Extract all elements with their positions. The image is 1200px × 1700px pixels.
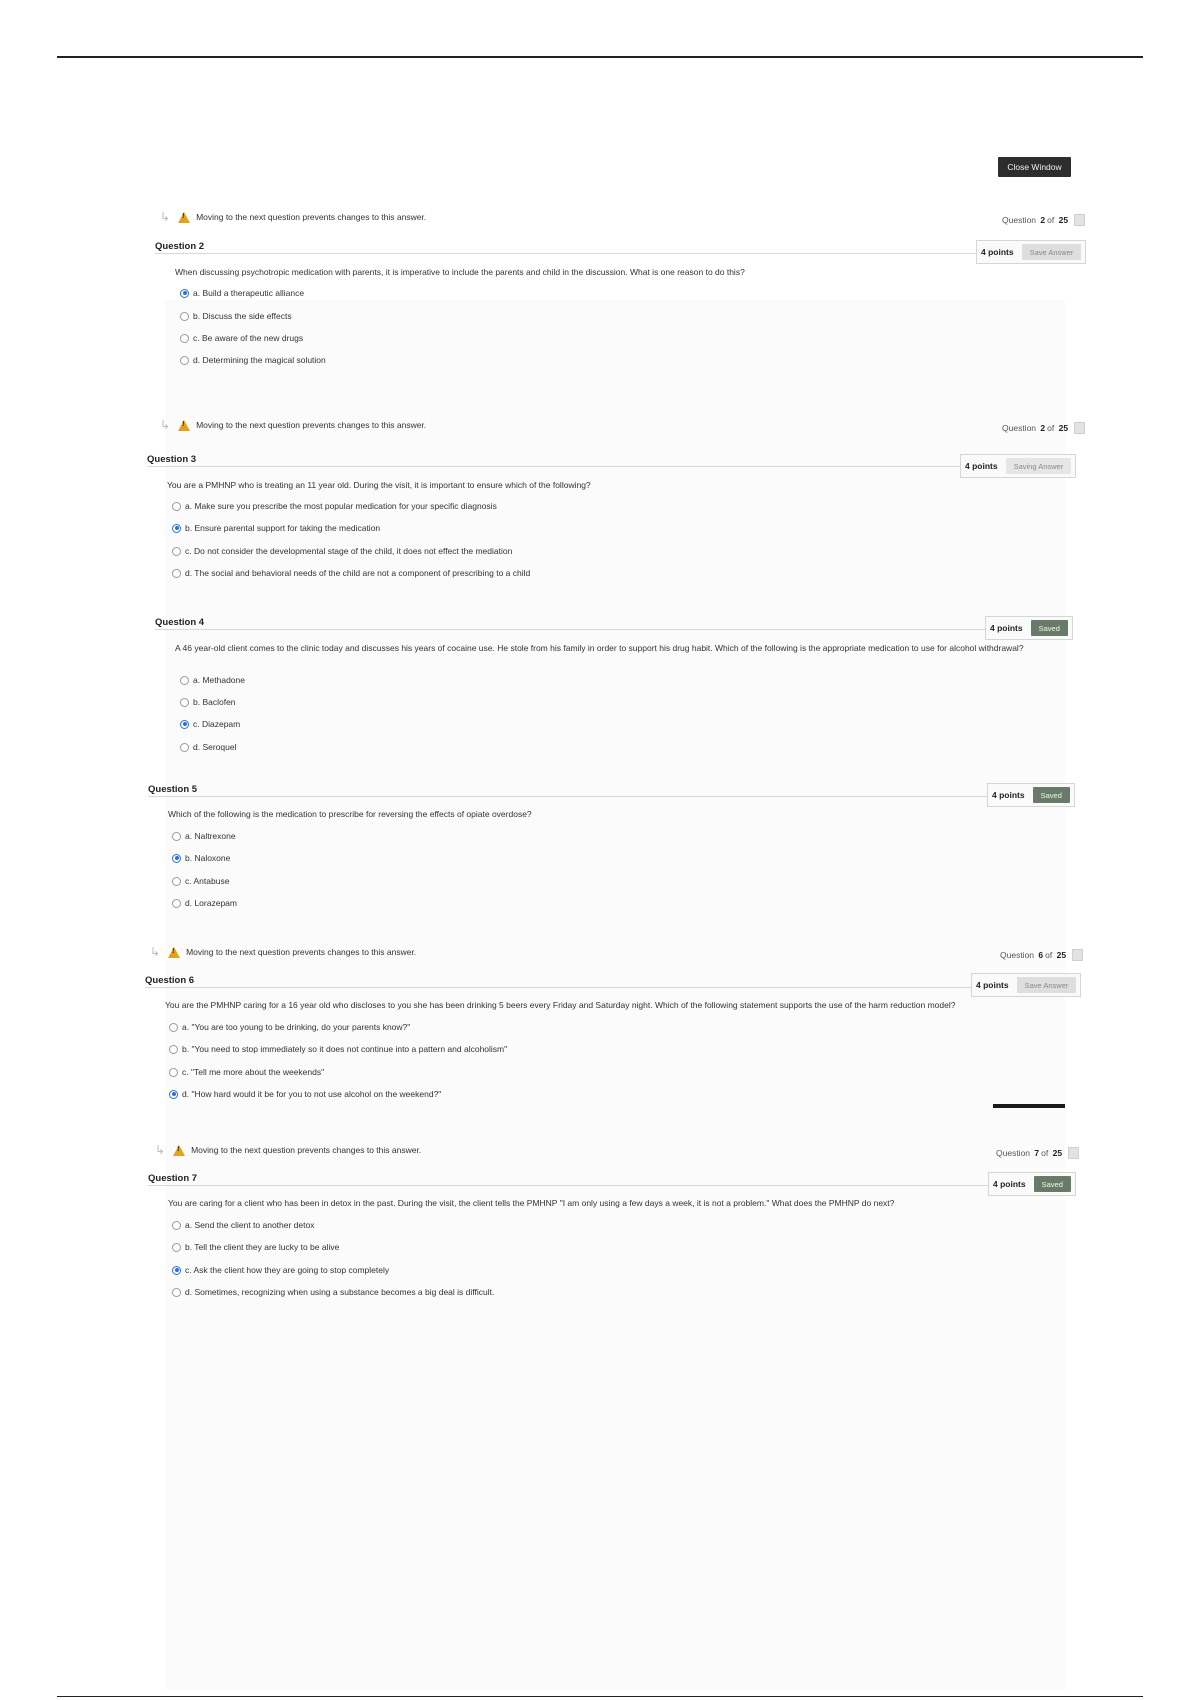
question-text: A 46 year-old client comes to the clinic today and discusses his years of cocaine use. He stole from his family in order to support his drug habit. Which of the following is the appropriate medication to use for alcohol withdrawal? <box>175 643 1024 653</box>
answer-option[interactable] <box>172 568 530 578</box>
answer-option[interactable] <box>180 697 236 707</box>
radio[interactable] <box>180 698 189 707</box>
counter-current: 7 <box>1034 1148 1040 1158</box>
radio[interactable] <box>180 356 189 365</box>
warning-text: Moving to the next question prevents changes to this answer. <box>196 212 427 222</box>
option-label: d. Determining the magical solution <box>193 355 326 365</box>
radio[interactable] <box>172 569 181 578</box>
answer-option[interactable] <box>169 1022 410 1032</box>
points-box <box>988 1172 1076 1196</box>
question-text: You are caring for a client who has been in detox in the past. During the visit, the client tells the PMHNP "I am only using a few days a week, it is not a problem." What does the PMHNP do next? <box>168 1198 895 1208</box>
answer-option[interactable] <box>180 311 292 321</box>
points-label: 4 points <box>990 623 1023 633</box>
answer-option[interactable] <box>172 501 497 511</box>
return-arrow-icon: ↳ <box>160 418 171 432</box>
saving-answer-button[interactable]: Saving Answer <box>1006 458 1072 474</box>
answer-option[interactable] <box>169 1044 507 1054</box>
question-title: Question 2 <box>155 241 205 252</box>
answer-option[interactable] <box>169 1067 324 1077</box>
counter-total: 25 <box>1052 1148 1063 1158</box>
answer-option[interactable] <box>172 831 236 841</box>
return-arrow-icon: ↳ <box>155 1143 166 1157</box>
close-window-button[interactable]: Close Window <box>998 157 1071 177</box>
counter-current: 6 <box>1038 950 1044 960</box>
warning-row <box>155 1143 421 1157</box>
radio-selected[interactable] <box>172 524 181 533</box>
answer-option[interactable] <box>172 876 229 886</box>
radio[interactable] <box>172 1243 181 1252</box>
points-box <box>976 240 1086 264</box>
option-label: a. Build a therapeutic alliance <box>193 288 305 298</box>
radio[interactable] <box>172 899 181 908</box>
counter-prefix: Question <box>1002 215 1037 225</box>
question-title: Question 7 <box>148 1173 198 1184</box>
question-counter <box>1002 422 1085 434</box>
warning-text: Moving to the next question prevents changes to this answer. <box>191 1145 422 1155</box>
question-title: Question 5 <box>148 784 198 795</box>
answer-option[interactable] <box>180 333 303 343</box>
radio-selected[interactable] <box>180 720 189 729</box>
question-nav-icon[interactable] <box>1068 1147 1079 1159</box>
bottom-rule <box>57 1696 1143 1697</box>
points-box <box>960 454 1076 478</box>
answer-option[interactable] <box>172 523 380 533</box>
option-label: c. Be aware of the new drugs <box>193 333 304 343</box>
option-label: b. Naloxone <box>185 853 231 863</box>
warning-text: Moving to the next question prevents changes to this answer. <box>196 420 427 430</box>
answer-option[interactable] <box>172 1265 389 1275</box>
answer-option[interactable] <box>169 1089 441 1099</box>
warning-icon <box>178 212 190 223</box>
points-label: 4 points <box>976 980 1009 990</box>
option-label: a. Send the client to another detox <box>185 1220 315 1230</box>
question-nav-icon[interactable] <box>1072 949 1083 961</box>
save-answer-button[interactable]: Save Answer <box>1022 244 1082 260</box>
warning-icon <box>173 1145 185 1156</box>
warning-row <box>160 210 426 224</box>
radio[interactable] <box>172 877 181 886</box>
option-label: b. "You need to stop immediately so it does not continue into a pattern and alcoholism" <box>182 1044 508 1054</box>
question-counter <box>1000 949 1083 961</box>
warning-row <box>160 418 426 432</box>
saved-button[interactable]: Saved <box>1031 620 1068 636</box>
radio[interactable] <box>180 312 189 321</box>
radio[interactable] <box>172 502 181 511</box>
redaction-bar <box>993 1104 1065 1108</box>
points-box <box>971 973 1081 997</box>
option-label: b. Tell the client they are lucky to be alive <box>185 1242 340 1252</box>
answer-option[interactable] <box>172 853 230 863</box>
question-text: When discussing psychotropic medication with parents, it is imperative to include the parents and child in the discussion. What is one reason to do this? <box>175 267 745 277</box>
option-label: b. Ensure parental support for taking the medication <box>185 523 381 533</box>
option-label: b. Baclofen <box>193 697 236 707</box>
answer-option[interactable] <box>172 1287 494 1297</box>
radio[interactable] <box>172 547 181 556</box>
answer-option[interactable] <box>172 546 512 556</box>
radio-selected[interactable] <box>169 1090 178 1099</box>
option-label: c. Diazepam <box>193 719 241 729</box>
option-label: c. Do not consider the developmental stage of the child, it does not effect the mediation <box>185 546 513 556</box>
counter-prefix: Question <box>1002 423 1037 433</box>
option-label: a. Methadone <box>193 675 245 685</box>
option-label: d. Seroquel <box>193 742 237 752</box>
answer-option[interactable] <box>180 288 304 298</box>
save-answer-button[interactable]: Save Answer <box>1017 977 1077 993</box>
option-label: d. "How hard would it be for you to not use alcohol on the weekend?" <box>182 1089 442 1099</box>
answer-option[interactable] <box>180 355 326 365</box>
question-title: Question 3 <box>147 454 197 465</box>
answer-option[interactable] <box>180 675 245 685</box>
counter-total: 25 <box>1058 423 1069 433</box>
option-label: b. Discuss the side effects <box>193 311 292 321</box>
counter-total: 25 <box>1056 950 1067 960</box>
question-divider <box>148 796 988 797</box>
question-divider <box>147 466 960 467</box>
radio[interactable] <box>172 832 181 841</box>
option-label: c. Ask the client how they are going to stop completely <box>185 1265 390 1275</box>
counter-prefix: Question <box>996 1148 1031 1158</box>
counter-total: 25 <box>1058 215 1069 225</box>
points-box <box>987 783 1075 807</box>
radio[interactable] <box>180 676 189 685</box>
question-nav-icon[interactable] <box>1074 214 1085 226</box>
answer-option[interactable] <box>180 742 236 752</box>
radio-selected[interactable] <box>180 289 189 298</box>
option-label: d. Sometimes, recognizing when using a substance becomes a big deal is difficult. <box>185 1287 495 1297</box>
question-divider <box>148 1185 988 1186</box>
counter-of: of <box>1047 215 1055 225</box>
warning-text: Moving to the next question prevents changes to this answer. <box>186 947 417 957</box>
question-title: Question 4 <box>155 617 205 628</box>
option-label: a. "You are too young to be drinking, do your parents know?" <box>182 1022 411 1032</box>
radio[interactable] <box>169 1068 178 1077</box>
radio[interactable] <box>172 1221 181 1230</box>
question-nav-icon[interactable] <box>1074 422 1085 434</box>
warning-icon <box>168 947 180 958</box>
radio[interactable] <box>180 334 189 343</box>
option-label: c. "Tell me more about the weekends" <box>182 1067 325 1077</box>
option-label: d. Lorazepam <box>185 898 237 908</box>
counter-current: 2 <box>1040 215 1046 225</box>
question-divider <box>155 629 985 630</box>
question-counter <box>1002 214 1085 226</box>
option-label: a. Naltrexone <box>185 831 236 841</box>
question-text: You are the PMHNP caring for a 16 year old who discloses to you she has been drinking 5 beers every Friday and Saturday night. Which of the following statement supports the use of the harm reduction model? <box>165 1000 956 1010</box>
radio-selected[interactable] <box>172 1266 181 1275</box>
return-arrow-icon: ↳ <box>160 210 171 224</box>
radio[interactable] <box>169 1045 178 1054</box>
saved-button[interactable]: Saved <box>1034 1176 1071 1192</box>
question-text: Which of the following is the medication to prescribe for reversing the effects of opiate overdose? <box>168 809 532 819</box>
radio-selected[interactable] <box>172 854 181 863</box>
points-label: 4 points <box>965 461 998 471</box>
radio[interactable] <box>180 743 189 752</box>
answer-option[interactable] <box>172 1242 339 1252</box>
counter-of: of <box>1047 423 1055 433</box>
question-text: You are a PMHNP who is treating an 11 year old. During the visit, it is important to ensure which of the following? <box>167 480 591 490</box>
points-label: 4 points <box>981 247 1014 257</box>
answer-option[interactable] <box>180 719 240 729</box>
answer-option[interactable] <box>172 1220 314 1230</box>
question-title: Question 6 <box>145 975 195 986</box>
top-rule <box>57 56 1143 58</box>
radio[interactable] <box>169 1023 178 1032</box>
question-divider <box>155 253 978 254</box>
option-label: d. The social and behavioral needs of the child are not a component of prescribing to a child <box>185 568 531 578</box>
question-divider <box>145 987 971 988</box>
answer-option[interactable] <box>172 898 237 908</box>
counter-prefix: Question <box>1000 950 1035 960</box>
radio[interactable] <box>172 1288 181 1297</box>
points-label: 4 points <box>993 1179 1026 1189</box>
option-label: a. Make sure you prescribe the most popular medication for your specific diagnosis <box>185 501 497 511</box>
warning-row <box>150 945 416 959</box>
counter-current: 2 <box>1040 423 1046 433</box>
return-arrow-icon: ↳ <box>150 945 161 959</box>
option-label: c. Antabuse <box>185 876 230 886</box>
counter-of: of <box>1041 1148 1049 1158</box>
warning-icon <box>178 420 190 431</box>
saved-button[interactable]: Saved <box>1033 787 1070 803</box>
points-box <box>985 616 1073 640</box>
question-counter <box>996 1147 1079 1159</box>
points-label: 4 points <box>992 790 1025 800</box>
counter-of: of <box>1045 950 1053 960</box>
